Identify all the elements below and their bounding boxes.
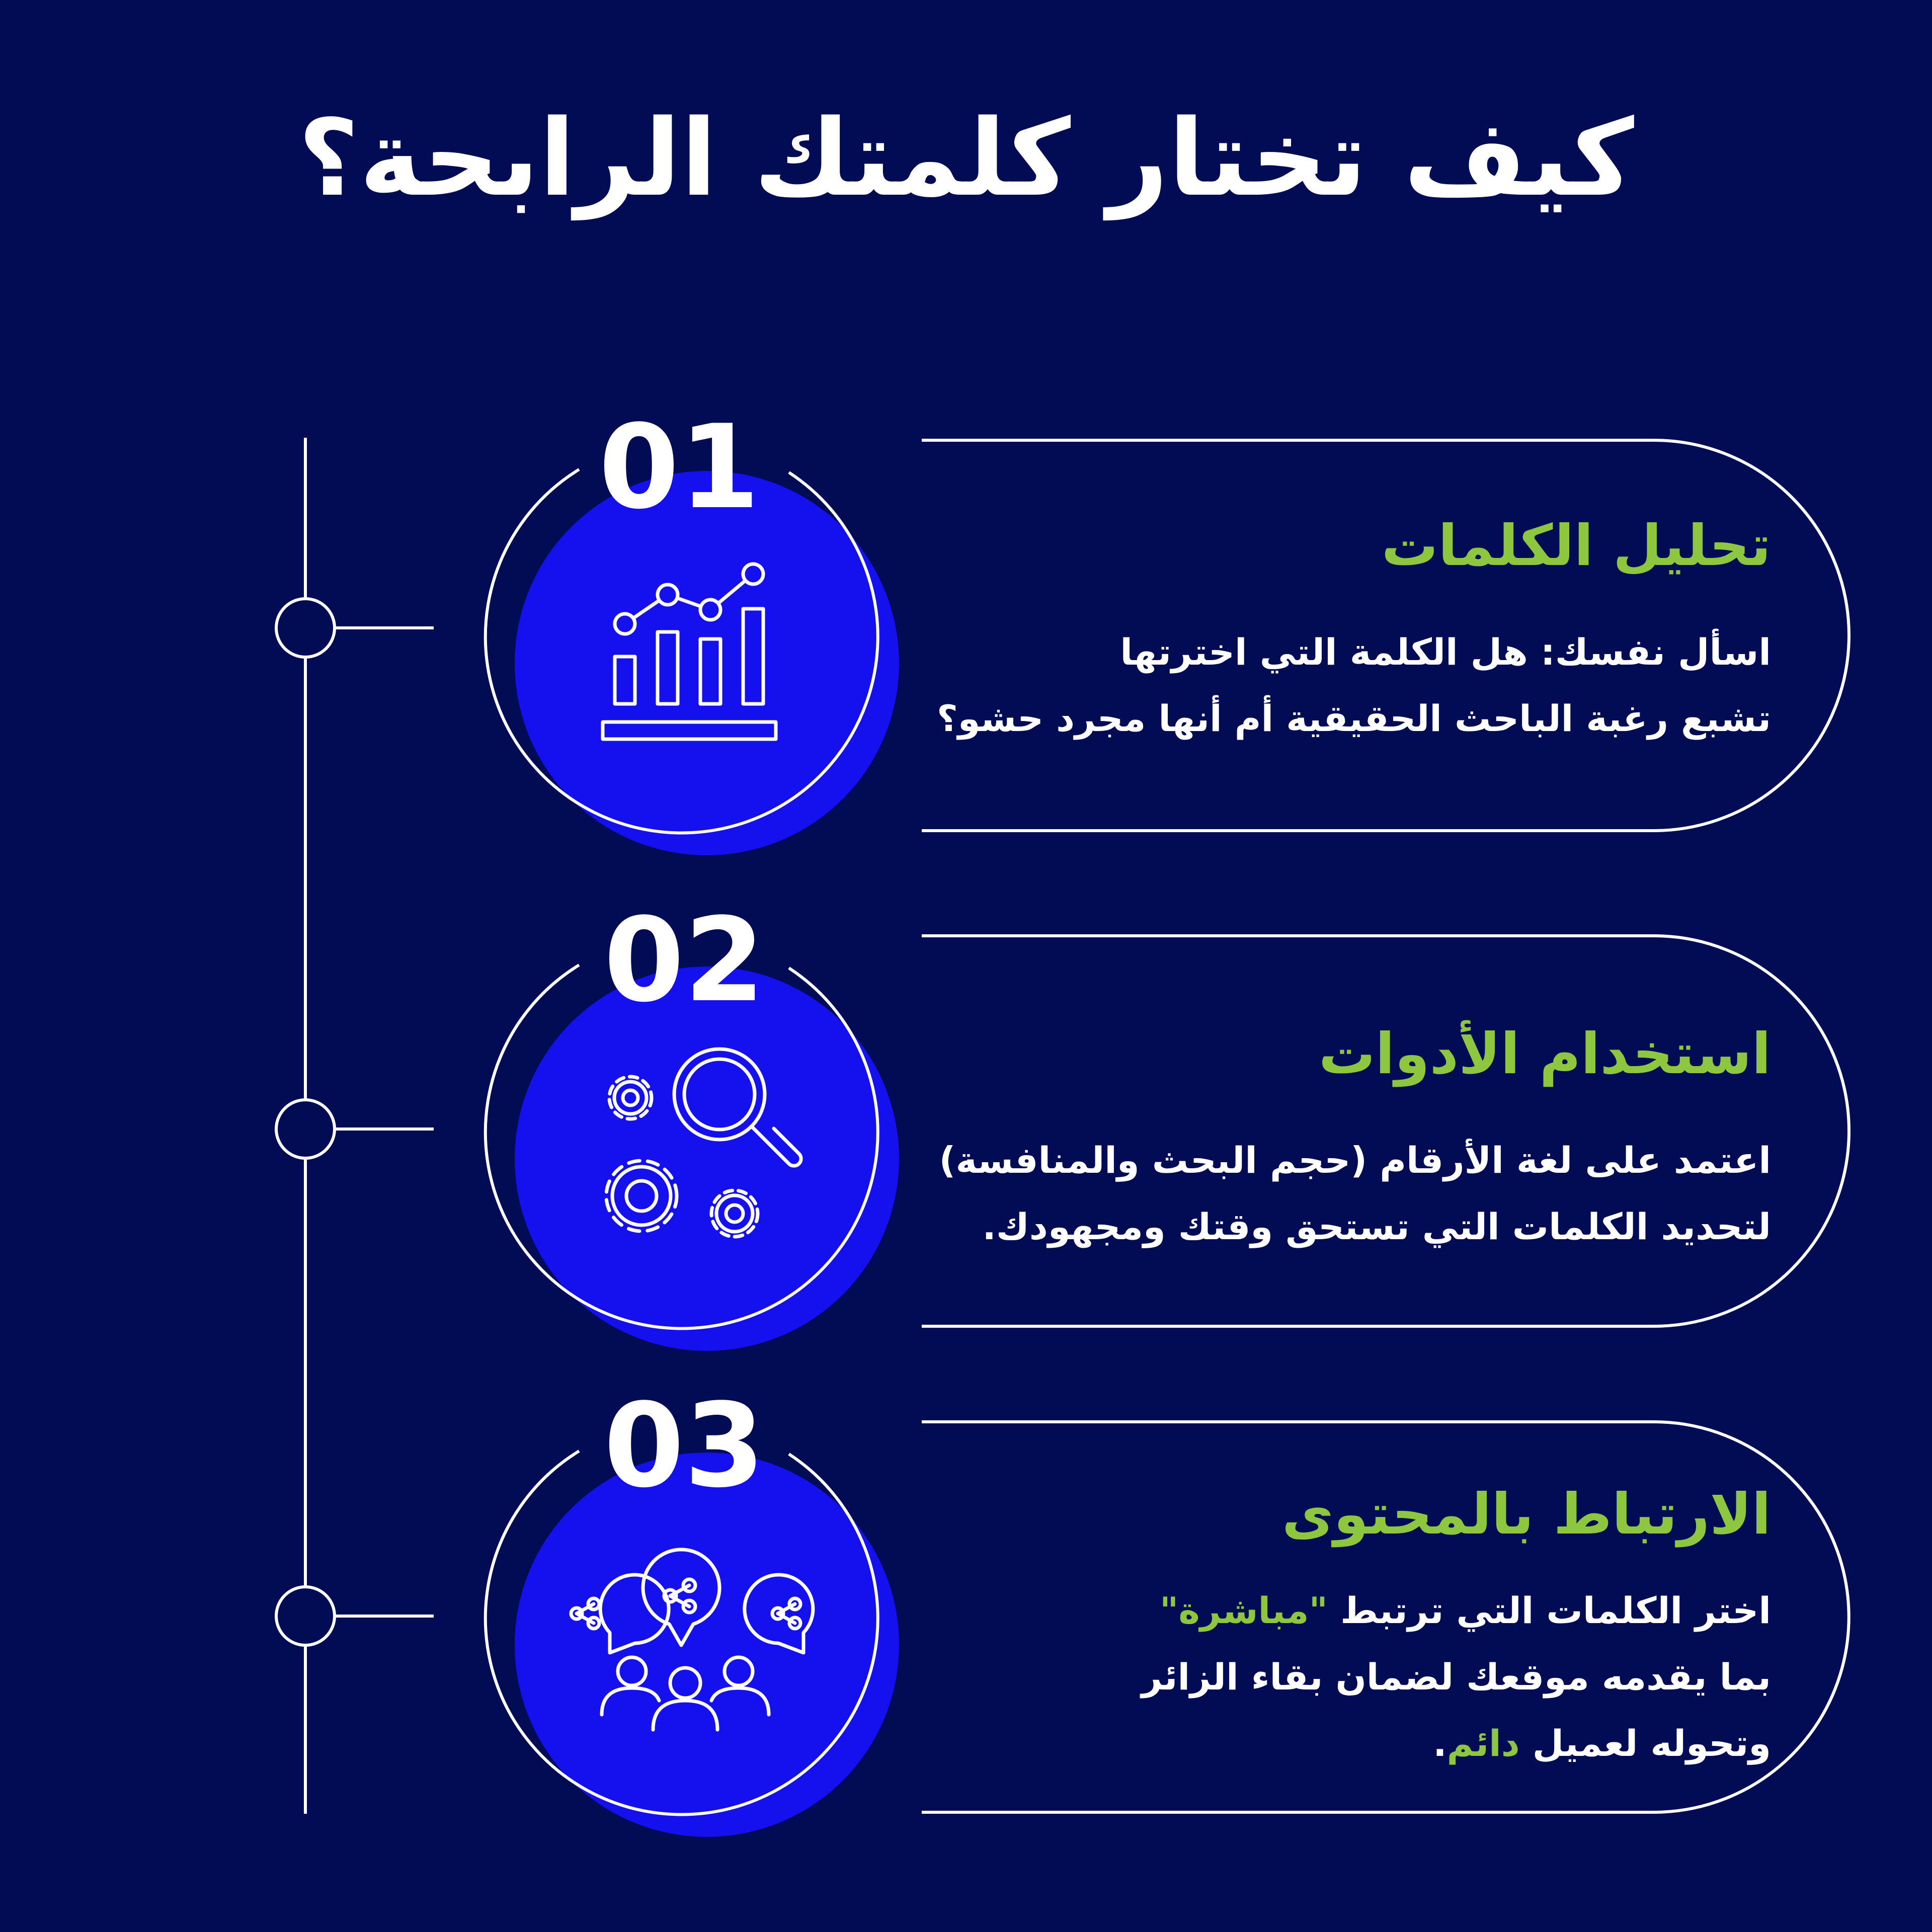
- step-1-line-2: تشبع رغبة الباحث الحقيقية أم أنها مجرد حشو؟: [937, 697, 1771, 740]
- step-2-heading: استخدام الأدوات: [1319, 1021, 1771, 1087]
- step-3-line-1: [855, 1577, 1771, 1644]
- step-3-line-1-accent: "مباشرة": [1159, 1589, 1328, 1632]
- step-3-number: 03: [603, 1379, 765, 1513]
- step-2-line-2: لتحديد الكلمات التي تستحق وقتك ومجهودك.: [982, 1205, 1771, 1248]
- step-3-line-1-text: اختر الكلمات التي ترتبط: [1328, 1589, 1771, 1632]
- step-2-number: 02: [603, 894, 765, 1028]
- step-3-line-3-accent: دائم: [1446, 1722, 1520, 1764]
- timeline-node-3: [276, 1587, 335, 1645]
- step-3-line-3: [855, 1710, 1771, 1777]
- page-title: كيف تختار كلمتك الرابحة؟: [298, 97, 1634, 220]
- timeline-node-1: [276, 599, 335, 657]
- step-1-heading: تحليل الكلمات: [1381, 513, 1771, 579]
- step-3-heading: الارتباط بالمحتوى: [1282, 1482, 1771, 1547]
- timeline-node-2: [276, 1100, 335, 1158]
- step-1-number: 01: [598, 400, 760, 535]
- step-3-line-2: بما يقدمه موقعك لضمان بقاء الزائر: [1141, 1656, 1771, 1698]
- step-1-text: [855, 508, 1771, 752]
- step-1-line-1: اسأل نفسك: هل الكلمة التي اخترتها: [1120, 631, 1771, 673]
- step-3-line-3-end: .: [1433, 1722, 1447, 1764]
- step-3-text: [855, 1477, 1771, 1777]
- step-3-line-3-text: وتحوله لعميل: [1519, 1722, 1771, 1764]
- step-2-text: [855, 1016, 1771, 1260]
- step-2-line-1: اعتمد على لغة الأرقام (حجم البحث والمنافسة): [939, 1139, 1771, 1181]
